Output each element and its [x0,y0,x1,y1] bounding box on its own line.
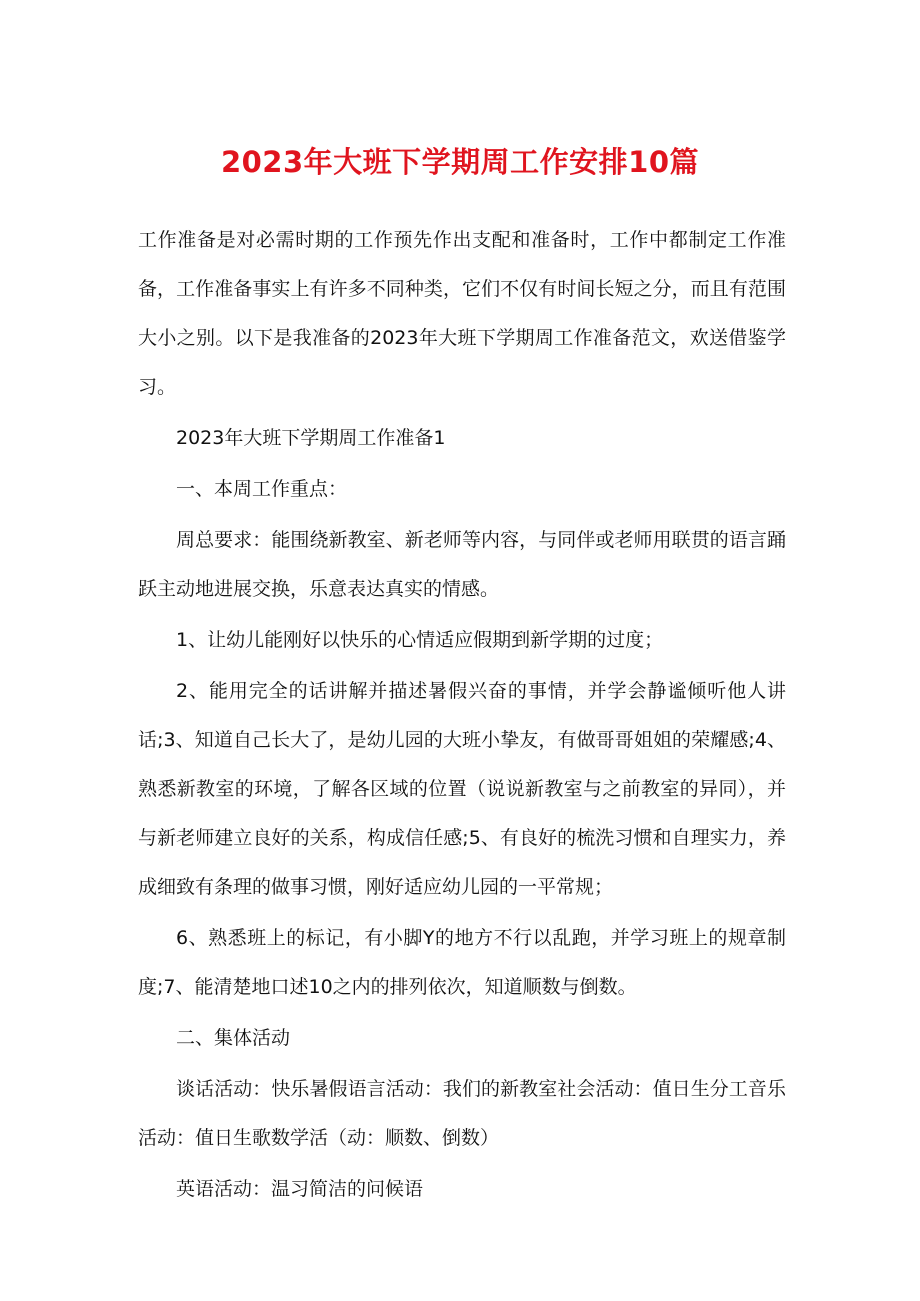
paragraph-items-6-7: 6、熟悉班上的标记，有小脚Y的地方不行以乱跑，并学习班上的规章制度;7、能清楚地口述10之内的排列依次，知道顺数与倒数。 [138,927,786,998]
paragraph-general-requirement: 周总要求：能围绕新教室、新老师等内容，与同伴或老师用联贯的语言踊跃主动地进展交换，乐意表达真实的情感。 [138,529,786,600]
document-title: 2023年大班下学期周工作安排10篇 [220,145,700,179]
paragraph-activities: 谈话活动：快乐暑假语言活动：我们的新教室社会活动：值日生分工音乐活动：值日生歌数学活（动：顺数、倒数） [138,1078,786,1149]
subheading-group-activities: 二、集体活动 [176,1027,291,1049]
document-body [138,216,786,1214]
subheading-weekly-focus: 一、本周工作重点： [176,478,348,500]
section-heading: 2023年大班下学期周工作准备1 [176,427,446,449]
paragraph-items-2-5: 2、能用完全的话讲解并描述暑假兴奋的事情，并学会静谧倾听他人讲话;3、知道自己长大了，是幼儿园的大班小挚友，有做哥哥姐姐的荣耀感;4、熟悉新教室的环境，了解各区域的位置（说说新教室与之前教室的异同），并与新老师建立良好的关系，构成信任感;5、有良好的梳洗习惯和自理实力，养成细致有条理的做事习惯，刚好适应幼儿园的一平常规； [138,680,786,898]
paragraph-english-activity: 英语活动：温习简洁的问候语 [176,1178,424,1200]
intro-paragraph: 工作准备是对必需时期的工作预先作出支配和准备时，工作中都制定工作准备，工作准备事实上有许多不同种类，它们不仅有时间长短之分，而且有范围大小之别。以下是我准备的2023年大班下学期周工作准备范文，欢送借鉴学习。 [138,229,786,398]
paragraph-item-1: 1、让幼儿能刚好以快乐的心情适应假期到新学期的过度； [176,629,664,651]
